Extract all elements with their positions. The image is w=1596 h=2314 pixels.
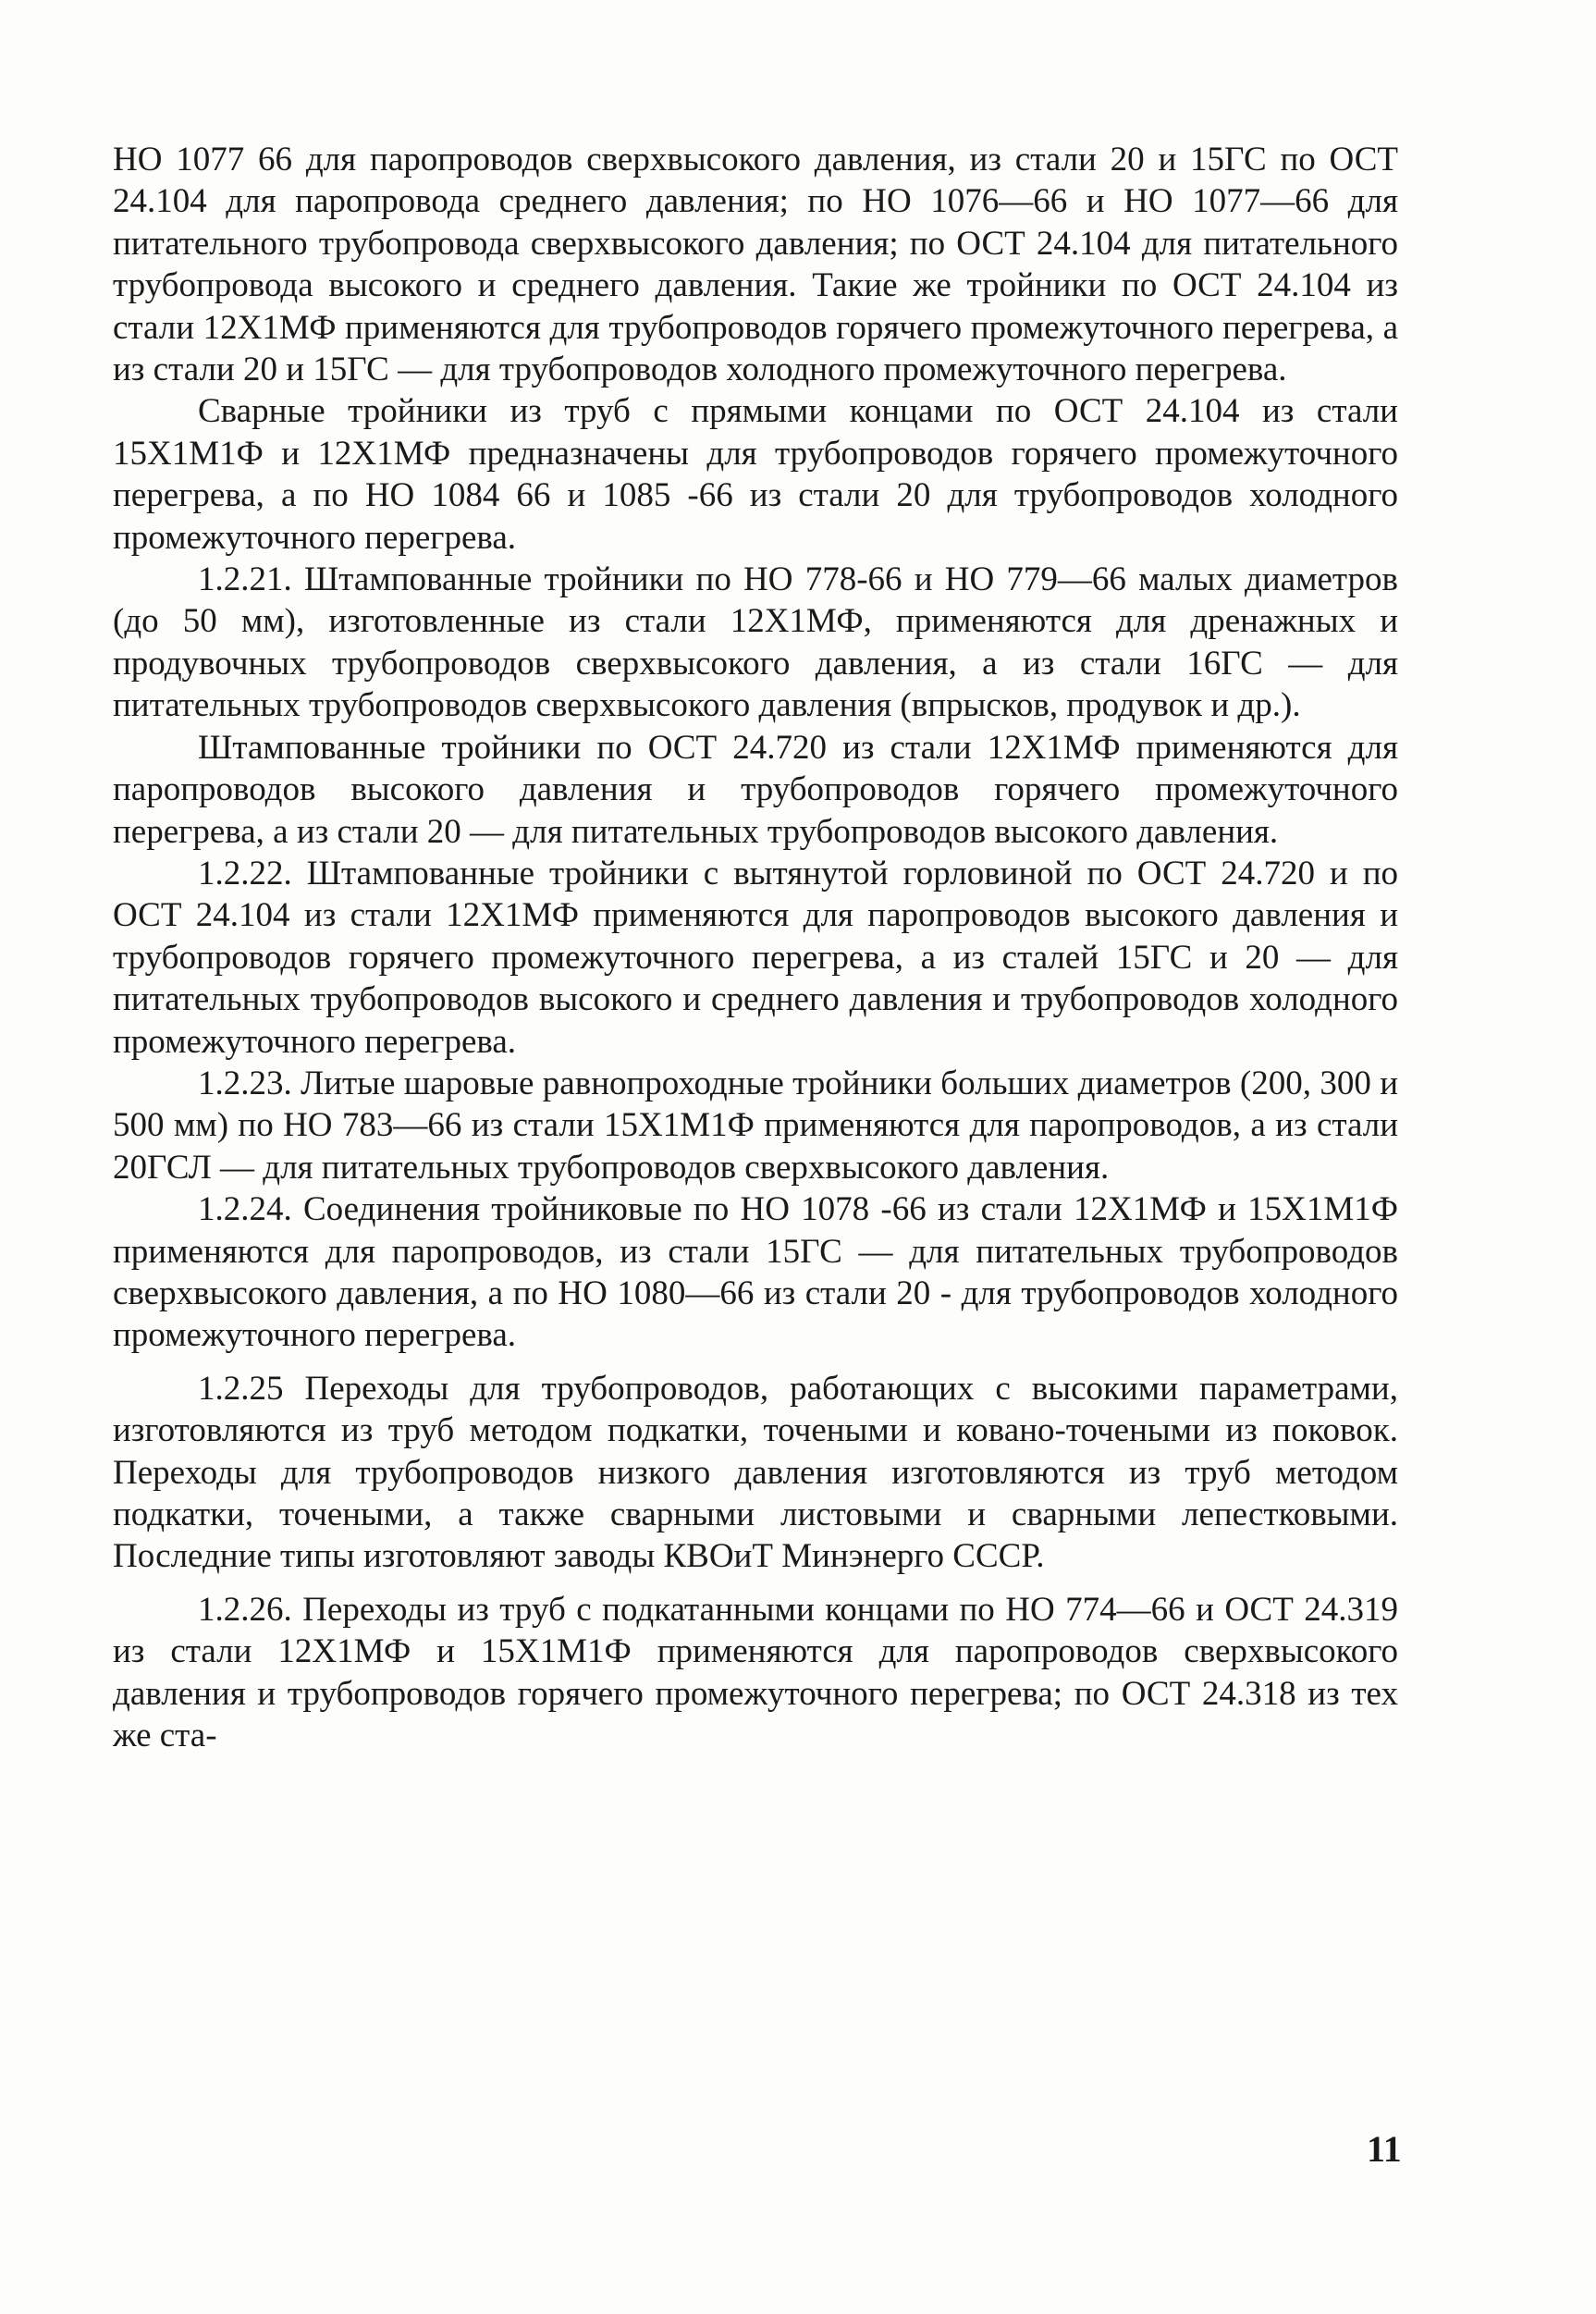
paragraph-1-2-25: 1.2.25 Переходы для трубопроводов, работающих с высокими параметрами, изготовляются из труб методом подкатки, точеными и ковано-точеными из поковок. Переходы для трубопроводов низкого давления изготовляются из труб методом подкатки, точеными, а также сварными листовыми и сварными лепестковыми. Последние типы изготовляют заводы КВОиТ Минэнерго СССР. bbox=[113, 1369, 1398, 1576]
paragraph-1-2-26: 1.2.26. Переходы из труб с подкатанными концами по НО 774—66 и ОСТ 24.319 из стали 12Х1МФ и 15Х1М1Ф применяются для паропроводов сверхвысокого давления и трубопроводов горячего промежуточного перегрева; по ОСТ 24.318 из тех же ста- bbox=[113, 1590, 1398, 1755]
paragraph-1-2-24: 1.2.24. Соединения тройниковые по НО 1078 -66 из стали 12Х1МФ и 15Х1М1Ф применяются для паропроводов, из стали 15ГС — для питательных трубопроводов сверхвысокого давления, а по НО 1080—66 из стали 20 - для трубопроводов холодного промежуточного перегрева. bbox=[113, 1190, 1398, 1355]
paragraph-stamped-tees-ost: Штампованные тройники по ОСТ 24.720 из стали 12Х1МФ применяются для паропроводов высокого давления и трубопроводов горячего промежуточного перегрева, а из стали 20 — для питательных трубопроводов высокого давления. bbox=[113, 728, 1398, 851]
paragraph-1-2-21: 1.2.21. Штампованные тройники по НО 778-66 и НО 779—66 малых диаметров (до 50 мм), изготовленные из стали 12Х1МФ, применяются для дренажных и продувочных трубопроводов сверхвысокого давления, а из стали 16ГС — для питательных трубопроводов сверхвысокого давления (впрысков, продувок и др.). bbox=[113, 560, 1398, 725]
paragraph-1-2-22: 1.2.22. Штампованные тройники с вытянутой горловиной по ОСТ 24.720 и по ОСТ 24.104 из стали 12Х1МФ применяются для паропроводов высокого давления и трубопроводов горячего промежуточного перегрева, а из сталей 15ГС и 20 — для питательных трубопроводов высокого и среднего давления и трубопроводов холодного промежуточного перегрева. bbox=[113, 854, 1398, 1061]
paragraph-continuation: НО 1077 66 для паропроводов сверхвысокого давления, из стали 20 и 15ГС по ОСТ 24.104 для паропровода среднего давления; по НО 1076—66 и НО 1077—66 для питательного трубопровода сверхвысокого давления; по ОСТ 24.104 для питательного трубопровода высокого и среднего давления. Такие же тройники по ОСТ 24.104 из стали 12Х1МФ применяются для трубопроводов горячего промежуточного перегрева, а из стали 20 и 15ГС — для трубопроводов холодного промежуточного перегрева. bbox=[113, 141, 1398, 389]
page-number: 11 bbox=[1367, 2128, 1402, 2170]
paragraph-1-2-23: 1.2.23. Литые шаровые равнопроходные тройники больших диаметров (200, 300 и 500 мм) по НО 783—66 из стали 15Х1М1Ф применяются для паропроводов, а из стали 20ГСЛ — для питательных трубопроводов сверхвысокого давления. bbox=[113, 1064, 1398, 1187]
paragraph-welded-tees: Сварные тройники из труб с прямыми концами по ОСТ 24.104 из стали 15Х1М1Ф и 12Х1МФ предназначены для трубопроводов горячего промежуточного перегрева, а по НО 1084 66 и 1085 -66 из стали 20 для трубопроводов холодного промежуточного перегрева. bbox=[113, 392, 1398, 557]
body-text bbox=[113, 139, 1398, 1756]
